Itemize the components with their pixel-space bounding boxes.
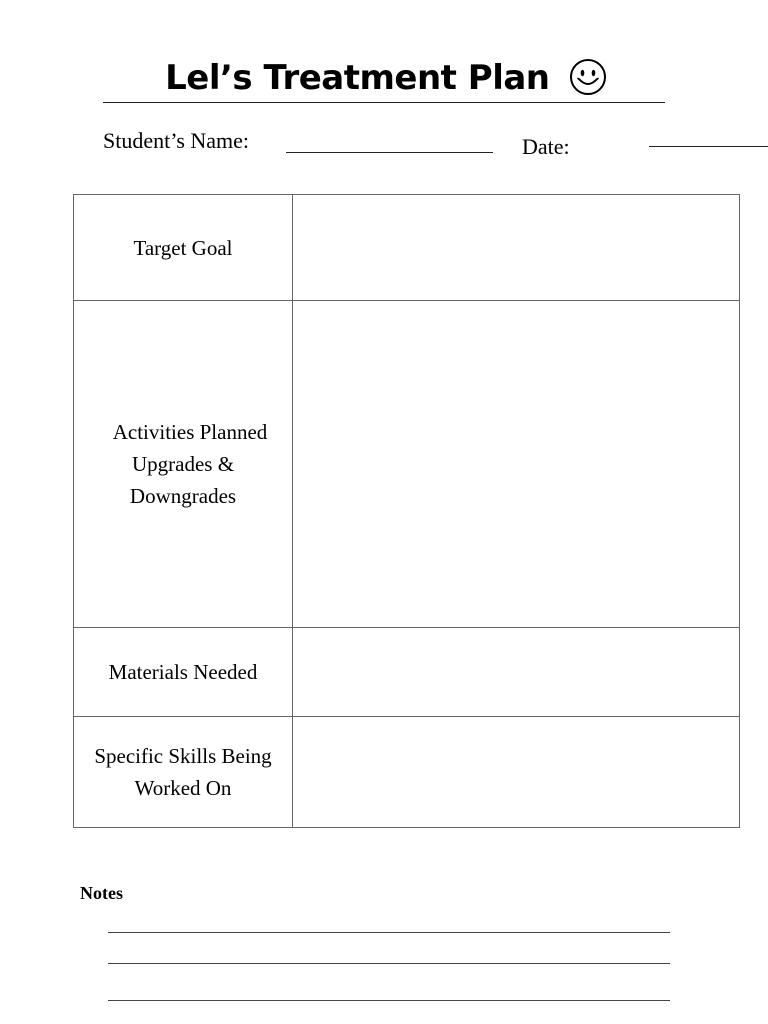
title-underline [103,102,665,103]
date-label: Date: [522,134,570,159]
upgrades-label-line1: Upgrades & [131,452,235,476]
upgrades-downgrades-label [74,448,292,512]
skills-field[interactable] [293,717,740,828]
activities-field[interactable] [293,301,740,628]
target-goal-field[interactable] [293,195,740,301]
page-title-text: Lel’s Treatment Plan [165,58,550,98]
activities-label-cell [74,301,293,628]
materials-needed-field[interactable] [293,628,740,717]
materials-needed-label: Materials Needed [74,628,293,717]
upgrades-label-line2: Downgrades [129,484,237,508]
activities-planned-label: Activities Planned [112,420,268,444]
smiley-face-icon [569,58,607,96]
date-field[interactable] [649,146,768,147]
target-goal-label: Target Goal [74,195,293,301]
skills-label-line2: Worked On [134,776,232,800]
note-line[interactable] [108,963,670,964]
skills-label-line1: Specific Skills Being [94,744,272,768]
notes-label: Notes [80,883,123,903]
table-row-target-goal [74,195,740,301]
table-row-activities [74,301,740,628]
note-line[interactable] [108,1000,670,1001]
treatment-plan-table [73,194,740,828]
table-row-materials [74,628,740,717]
table-row-skills [74,717,740,828]
student-name-label: Student’s Name: [103,128,250,153]
student-name-field[interactable] [286,152,493,153]
skills-label-cell [74,717,293,828]
page-title [0,54,768,102]
note-line[interactable] [108,932,670,933]
